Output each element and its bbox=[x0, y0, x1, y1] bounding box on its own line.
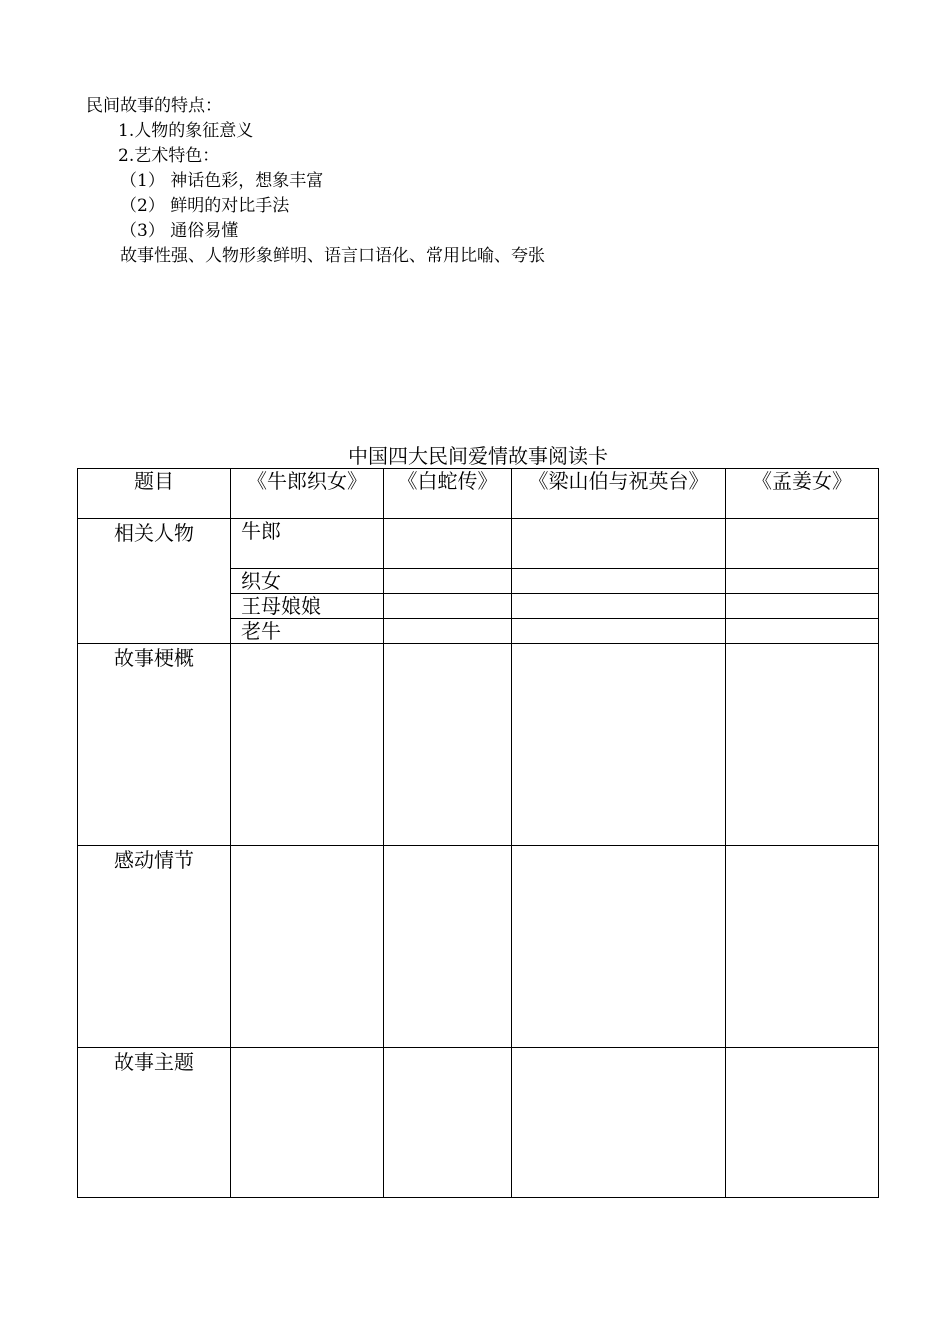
notes-subitem-3: （3） 通俗易懂 bbox=[120, 221, 239, 241]
empty-cell[interactable] bbox=[384, 569, 512, 594]
empty-cell[interactable] bbox=[384, 519, 512, 569]
notes-subitem-2: （2） 鲜明的对比手法 bbox=[120, 196, 290, 216]
empty-cell[interactable] bbox=[231, 1048, 384, 1198]
character-cell: 老牛 bbox=[231, 619, 384, 644]
reading-card-table bbox=[77, 468, 879, 1198]
notes-summary: 故事性强、人物形象鲜明、语言口语化、常用比喻、夸张 bbox=[120, 246, 545, 266]
empty-cell[interactable] bbox=[384, 619, 512, 644]
empty-cell[interactable] bbox=[231, 846, 384, 1048]
empty-cell[interactable] bbox=[512, 594, 726, 619]
notes-item-2: 2.艺术特色： bbox=[118, 146, 220, 166]
table-row bbox=[78, 519, 879, 569]
row-label-characters: 相关人物 bbox=[78, 519, 231, 644]
table-row bbox=[78, 644, 879, 846]
character-cell: 织女 bbox=[231, 569, 384, 594]
header-cell-topic: 题目 bbox=[78, 469, 231, 519]
empty-cell[interactable] bbox=[231, 644, 384, 846]
empty-cell[interactable] bbox=[384, 846, 512, 1048]
empty-cell[interactable] bbox=[512, 619, 726, 644]
empty-cell[interactable] bbox=[512, 569, 726, 594]
table-row bbox=[78, 1048, 879, 1198]
empty-cell[interactable] bbox=[726, 1048, 879, 1198]
empty-cell[interactable] bbox=[384, 644, 512, 846]
notes-heading: 民间故事的特点： bbox=[86, 96, 222, 116]
empty-cell[interactable] bbox=[726, 594, 879, 619]
header-cell-baishe: 《白蛇传》 bbox=[384, 469, 512, 519]
empty-cell[interactable] bbox=[726, 644, 879, 846]
empty-cell[interactable] bbox=[384, 594, 512, 619]
empty-cell[interactable] bbox=[726, 619, 879, 644]
character-cell: 王母娘娘 bbox=[231, 594, 384, 619]
header-cell-niulang-zhinu: 《牛郎织女》 bbox=[231, 469, 384, 519]
header-cell-mengjiangnu: 《孟姜女》 bbox=[726, 469, 879, 519]
row-label-theme: 故事主题 bbox=[78, 1048, 231, 1198]
row-label-synopsis: 故事梗概 bbox=[78, 644, 231, 846]
row-label-touching-plot: 感动情节 bbox=[78, 846, 231, 1048]
header-cell-liangzhu: 《梁山伯与祝英台》 bbox=[512, 469, 726, 519]
empty-cell[interactable] bbox=[512, 644, 726, 846]
notes-item-1: 1.人物的象征意义 bbox=[118, 121, 254, 141]
empty-cell[interactable] bbox=[512, 1048, 726, 1198]
character-cell: 牛郎 bbox=[231, 519, 384, 569]
table-row bbox=[78, 846, 879, 1048]
empty-cell[interactable] bbox=[512, 519, 726, 569]
empty-cell[interactable] bbox=[512, 846, 726, 1048]
table-title: 中国四大民间爱情故事阅读卡 bbox=[348, 444, 608, 468]
empty-cell[interactable] bbox=[726, 519, 879, 569]
empty-cell[interactable] bbox=[726, 846, 879, 1048]
empty-cell[interactable] bbox=[726, 569, 879, 594]
header-row bbox=[78, 469, 879, 519]
empty-cell[interactable] bbox=[384, 1048, 512, 1198]
notes-subitem-1: （1） 神话色彩，想象丰富 bbox=[120, 171, 324, 191]
